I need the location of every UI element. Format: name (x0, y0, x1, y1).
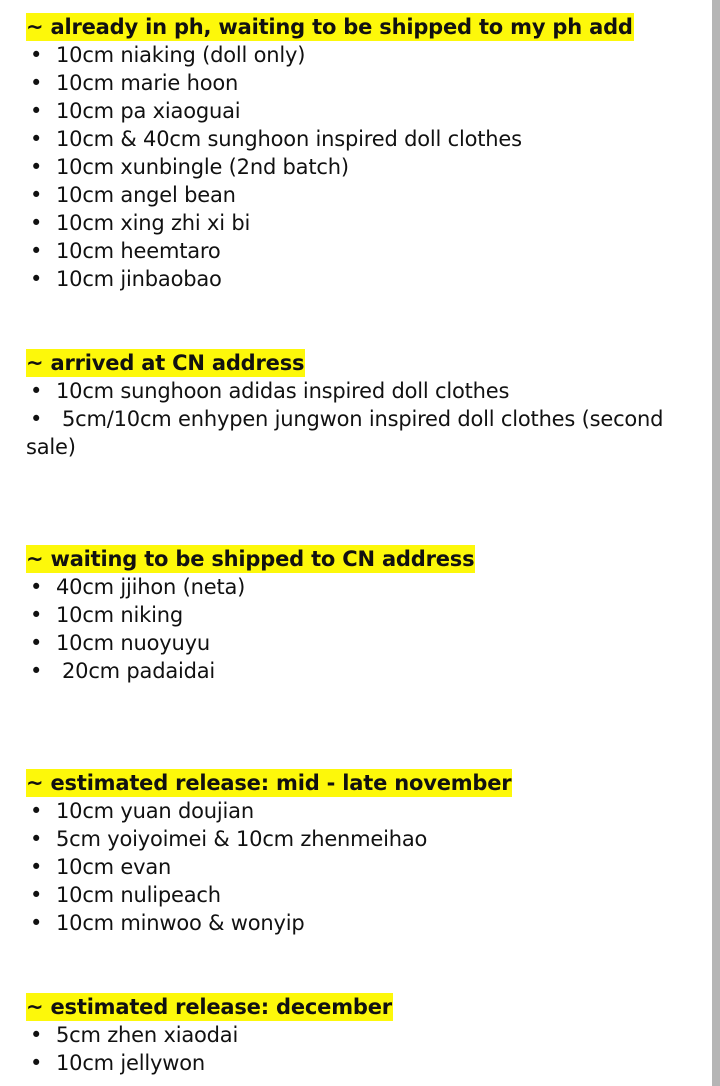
list-item: • 10cm heemtaro (26, 237, 706, 265)
bullet-icon: • (30, 631, 43, 655)
list-item: • 10cm xunbingle (2nd batch) (26, 153, 706, 181)
section-in-ph (26, 13, 706, 293)
bullet-icon: • (30, 183, 43, 207)
section-heading: ~ arrived at CN address (26, 351, 305, 375)
bullet-icon: • (30, 43, 43, 67)
bullet-icon: • (30, 603, 43, 627)
list-item: • 10cm nuoyuyu (26, 629, 706, 657)
item-list (26, 377, 706, 461)
list-item: • 10cm nulipeach (26, 881, 706, 909)
item-list (26, 573, 706, 685)
list-item: • 10cm angel bean (26, 181, 706, 209)
item-list (26, 797, 706, 937)
bullet-icon: • (30, 127, 43, 151)
section-heading: ~ estimated release: mid - late november (26, 771, 512, 795)
list-item: • 10cm xing zhi xi bi (26, 209, 706, 237)
list-item: • 10cm niking (26, 601, 706, 629)
bullet-icon: • (30, 855, 43, 879)
list-item: • 40cm jjihon (neta) (26, 573, 706, 601)
section-heading: ~ estimated release: december (26, 995, 392, 1019)
bullet-icon: • (30, 1023, 43, 1047)
bullet-icon: • (30, 267, 43, 291)
list-item: • 10cm niaking (doll only) (26, 41, 706, 69)
bullet-icon: • (30, 883, 43, 907)
bullet-icon: • (30, 379, 43, 403)
bullet-icon: • (30, 827, 43, 851)
list-item: • 5cm yoiyoimei & 10cm zhenmeihao (26, 825, 706, 853)
section-release-november (26, 769, 706, 937)
list-item: • 10cm pa xiaoguai (26, 97, 706, 125)
bullet-icon: • (30, 99, 43, 123)
item-list (26, 1021, 706, 1077)
section-release-december (26, 993, 706, 1077)
list-item: • 10cm yuan doujian (26, 797, 706, 825)
list-item: • 5cm/10cm enhypen jungwon inspired doll clothes (second sale) (26, 407, 664, 459)
bullet-icon: • (30, 155, 43, 179)
list-item: • 10cm jellywon (26, 1049, 706, 1077)
list-item: • 5cm zhen xiaodai (26, 1021, 706, 1049)
bullet-icon: • (30, 71, 43, 95)
list-item: • 10cm jinbaobao (26, 265, 706, 293)
list-item: • 10cm marie hoon (26, 69, 706, 97)
bullet-icon: • (30, 799, 43, 823)
list-item: • 10cm sunghoon adidas inspired doll clothes (26, 377, 706, 405)
scrollbar[interactable] (712, 0, 720, 1086)
list-item: • 10cm evan (26, 853, 706, 881)
bullet-icon: • (30, 575, 43, 599)
bullet-icon: • (30, 911, 43, 935)
list-item: • 10cm minwoo & wonyip (26, 909, 706, 937)
section-heading: ~ waiting to be shipped to CN address (26, 547, 475, 571)
bullet-icon: • (30, 1051, 43, 1075)
item-list (26, 41, 706, 293)
section-heading: ~ already in ph, waiting to be shipped to my ph add (26, 15, 633, 39)
list-item: • 10cm & 40cm sunghoon inspired doll clothes (26, 125, 706, 153)
bullet-icon: • (30, 407, 43, 431)
section-arrived-cn (26, 349, 706, 461)
bullet-icon: • (30, 239, 43, 263)
bullet-icon: • (30, 211, 43, 235)
bullet-icon: • (30, 659, 43, 683)
section-waiting-cn (26, 545, 706, 685)
list-item: • 20cm padaidai (26, 657, 706, 685)
